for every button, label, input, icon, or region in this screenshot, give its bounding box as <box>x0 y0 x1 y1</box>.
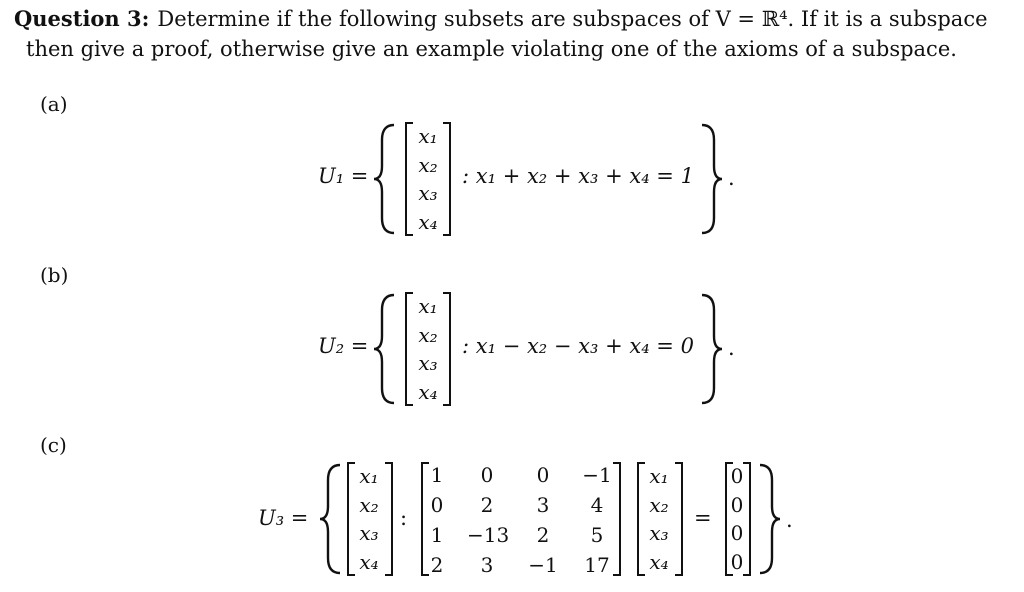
vector-entry: x₁ <box>418 124 438 149</box>
matrix-cell: 2 <box>430 553 444 577</box>
matrix-cell: 0 <box>430 493 444 517</box>
part-c-zero-right-bracket <box>742 462 752 576</box>
part-b-condition: : x₁ − x₂ − x₃ + x₄ = 0 <box>462 334 694 358</box>
part-b-vector-right-bracket <box>442 292 452 406</box>
vector-entry: x₂ <box>649 492 669 517</box>
part-a-condition: : x₁ + x₂ + x₃ + x₄ = 1 <box>462 164 694 188</box>
part-c-right-brace <box>756 462 782 576</box>
matrix-cell: 2 <box>480 493 494 517</box>
part-b-label: (b) <box>40 263 69 287</box>
part-c-vector-2 <box>642 462 676 576</box>
part-a-left-brace <box>372 122 398 236</box>
part-a-set-name: U₁ = <box>318 164 369 188</box>
part-c-left-brace <box>318 462 344 576</box>
part-a-right-brace <box>698 122 724 236</box>
matrix-cell: 0 <box>480 463 494 487</box>
part-a-period: . <box>728 166 735 190</box>
matrix-cell: 1 <box>430 463 444 487</box>
question-line-1: Determine if the following subsets are subspaces of V = ℝ⁴. If it is a subspace <box>157 7 988 31</box>
question-line-2: then give a proof, otherwise give an example violating one of the axioms of a subspace. <box>26 37 957 61</box>
part-c-period: . <box>786 508 793 532</box>
matrix-cell: 2 <box>536 523 550 547</box>
matrix-cell: 3 <box>536 493 550 517</box>
matrix-cell: 3 <box>480 553 494 577</box>
part-c-equals: = <box>694 506 712 530</box>
question-label: Question 3: <box>14 6 150 31</box>
vector-entry: x₃ <box>359 521 379 546</box>
part-c-colon: : <box>400 506 408 530</box>
matrix-cell: 5 <box>590 523 604 547</box>
vector-entry: x₄ <box>649 549 669 574</box>
matrix-cell: −13 <box>467 523 510 547</box>
matrix-cell: −1 <box>582 463 612 487</box>
vector-entry: x₂ <box>418 322 438 347</box>
matrix-cell: 17 <box>584 553 610 577</box>
part-b-right-brace <box>698 292 724 406</box>
part-c-matrix-right-bracket <box>612 462 622 576</box>
matrix-cell: −1 <box>528 553 558 577</box>
part-b-period: . <box>728 336 735 360</box>
vector-entry: x₃ <box>418 181 438 206</box>
zero-entry: 0 <box>730 521 744 546</box>
vector-entry: x₂ <box>359 492 379 517</box>
vector-entry: x₂ <box>418 152 438 177</box>
part-c-set-name: U₃ = <box>258 506 309 530</box>
vector-entry: x₄ <box>418 379 438 404</box>
part-c-vector <box>352 462 386 576</box>
vector-entry: x₄ <box>359 549 379 574</box>
part-c-vector-right-bracket <box>384 462 394 576</box>
zero-entry: 0 <box>730 492 744 517</box>
vector-entry: x₁ <box>359 464 379 489</box>
part-a-label: (a) <box>40 92 68 116</box>
vector-entry: x₁ <box>418 294 438 319</box>
part-b-set-name: U₂ = <box>318 334 369 358</box>
part-c-vector2-right-bracket <box>674 462 684 576</box>
matrix-cell: 1 <box>430 523 444 547</box>
part-b-left-brace <box>372 292 398 406</box>
zero-entry: 0 <box>730 464 744 489</box>
part-a-vector <box>412 122 444 236</box>
vector-entry: x₁ <box>649 464 669 489</box>
vector-entry: x₄ <box>418 209 438 234</box>
vector-entry: x₃ <box>649 521 669 546</box>
vector-entry: x₃ <box>418 351 438 376</box>
matrix-cell: 0 <box>536 463 550 487</box>
matrix-cell: 4 <box>590 493 604 517</box>
part-b-vector <box>412 292 444 406</box>
zero-entry: 0 <box>730 549 744 574</box>
question-text <box>14 4 988 64</box>
part-c-label: (c) <box>40 433 67 457</box>
part-a-vector-right-bracket <box>442 122 452 236</box>
